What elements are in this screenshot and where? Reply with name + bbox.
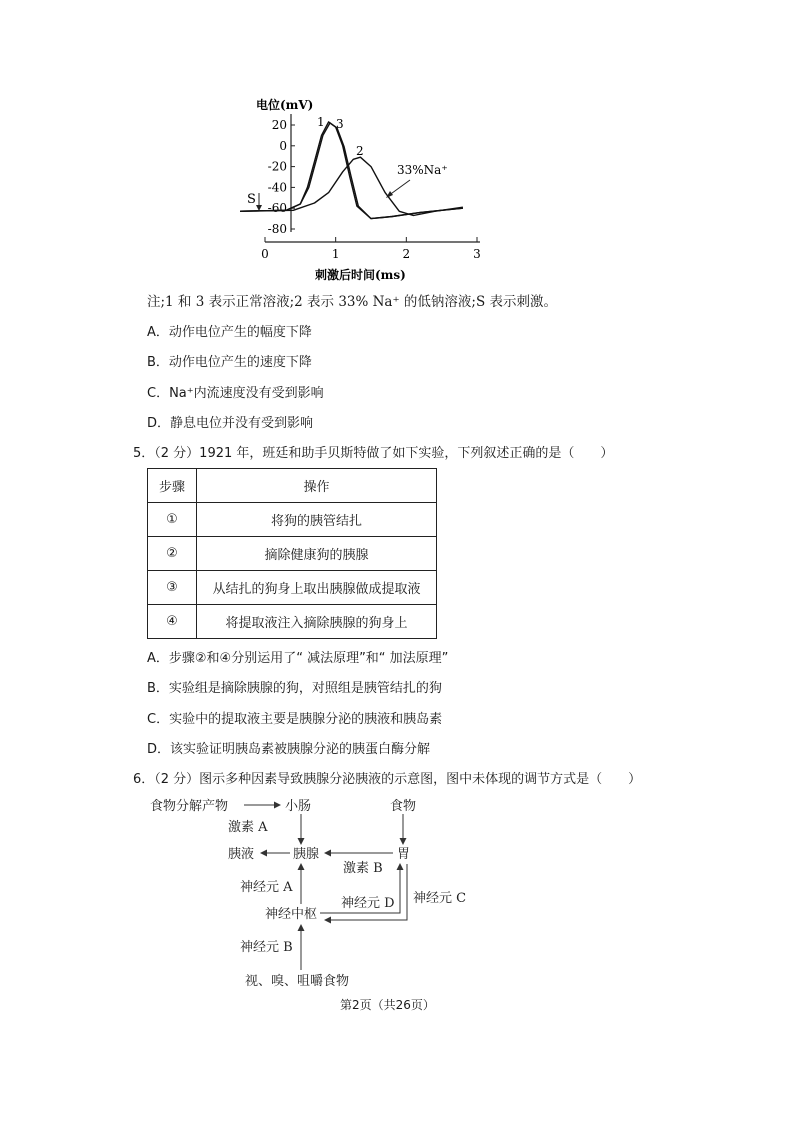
stimulus-label: S xyxy=(247,192,256,207)
x-tick-label: 2 xyxy=(402,247,411,261)
table-row xyxy=(148,537,437,571)
curve-label-3: 3 xyxy=(336,117,344,131)
curve-label-1: 1 xyxy=(317,115,325,129)
table-row xyxy=(148,605,437,639)
table-header-operation: 操作 xyxy=(197,469,437,503)
table-cell-step: ④ xyxy=(148,605,197,639)
low-sodium-annotation: 33%Na⁺ xyxy=(397,163,448,177)
label-neuron-b: 神经元 B xyxy=(240,940,293,955)
y-tick-label: 20 xyxy=(271,118,287,132)
x-tick-label: 0 xyxy=(261,247,269,261)
q4-option-b: B．动作电位产生的速度下降 xyxy=(147,355,312,370)
node-senses: 视、嗅、咀嚼食物 xyxy=(245,974,350,989)
label-neuron-c: 神经元 C xyxy=(413,891,467,906)
q5-stem: 5．（2 分）1921 年，班廷和助手贝斯特做了如下实验，下列叙述正确的是（ ） xyxy=(133,446,614,461)
y-tick-label: 0 xyxy=(279,138,287,153)
table-header-step: 步骤 xyxy=(148,469,197,503)
q4-option-c: C．Na⁺内流速度没有受到影响 xyxy=(147,386,324,401)
curve-label-2: 2 xyxy=(356,144,364,158)
table-cell-step: ① xyxy=(148,503,197,537)
y-tick-label: -40 xyxy=(267,180,287,195)
y-tick-label: -20 xyxy=(267,159,287,174)
node-food-products: 食物分解产物 xyxy=(150,799,229,814)
stimulus-arrowhead xyxy=(256,205,262,211)
q5-option-b: B．实验组是摘除胰腺的狗，对照组是胰管结扎的狗 xyxy=(147,681,442,696)
y-tick-label: -60 xyxy=(267,201,287,216)
chart-note: 注;1 和 3 表示正常溶液;2 表示 33% Na⁺ 的低钠溶液;S 表示刺激。 xyxy=(147,294,557,310)
table-cell-step: ③ xyxy=(148,571,197,605)
table-row xyxy=(148,571,437,605)
node-stomach: 胃 xyxy=(397,847,411,862)
q5-option-a: A．步骤②和④分别运用了“ 减法原理”和“ 加法原理” xyxy=(147,651,449,666)
page-footer: 第2页（共26页） xyxy=(340,998,435,1012)
table-cell-operation: 摘除健康狗的胰腺 xyxy=(197,537,437,571)
q5-option-c: C．实验中的提取液主要是胰腺分泌的胰液和胰岛素 xyxy=(147,712,443,727)
table-header-row xyxy=(148,469,437,503)
label-hormone-a: 激素 A xyxy=(228,820,268,835)
table-cell-operation: 将狗的胰管结扎 xyxy=(197,503,437,537)
label-neuron-a: 神经元 A xyxy=(240,880,293,895)
table-cell-step: ② xyxy=(148,537,197,571)
node-nerve-center: 神经中枢 xyxy=(265,907,318,922)
chart-ylabel: 电位(mV) xyxy=(256,98,314,112)
node-pancreas: 胰腺 xyxy=(293,847,320,862)
node-food: 食物 xyxy=(390,799,417,814)
q4-option-a: A．动作电位产生的幅度下降 xyxy=(147,325,312,340)
node-pancreatic-juice: 胰液 xyxy=(228,847,255,862)
label-neuron-d: 神经元 D xyxy=(341,896,395,911)
q5-steps-table xyxy=(147,468,437,639)
label-hormone-b: 激素 B xyxy=(343,861,383,876)
table-cell-operation: 将提取液注入摘除胰腺的狗身上 xyxy=(197,605,437,639)
action-potential-chart xyxy=(240,92,580,287)
q4-option-d: D．静息电位并没有受到影响 xyxy=(147,416,314,431)
pancreas-regulation-diagram xyxy=(145,794,485,994)
q5-option-d: D．该实验证明胰岛素被胰腺分泌的胰蛋白酶分解 xyxy=(147,742,431,757)
chart-xlabel: 刺激后时间(ms) xyxy=(315,268,406,282)
node-small-intestine: 小肠 xyxy=(285,799,312,814)
table-row xyxy=(148,503,437,537)
table-cell-operation: 从结扎的狗身上取出胰腺做成提取液 xyxy=(197,571,437,605)
q6-stem: 6．（2 分）图示多种因素导致胰腺分泌胰液的示意图，图中未体现的调节方式是（ ） xyxy=(133,772,642,787)
y-tick-label: -80 xyxy=(267,222,287,236)
x-tick-label: 3 xyxy=(473,247,481,261)
x-tick-label: 1 xyxy=(331,247,340,261)
